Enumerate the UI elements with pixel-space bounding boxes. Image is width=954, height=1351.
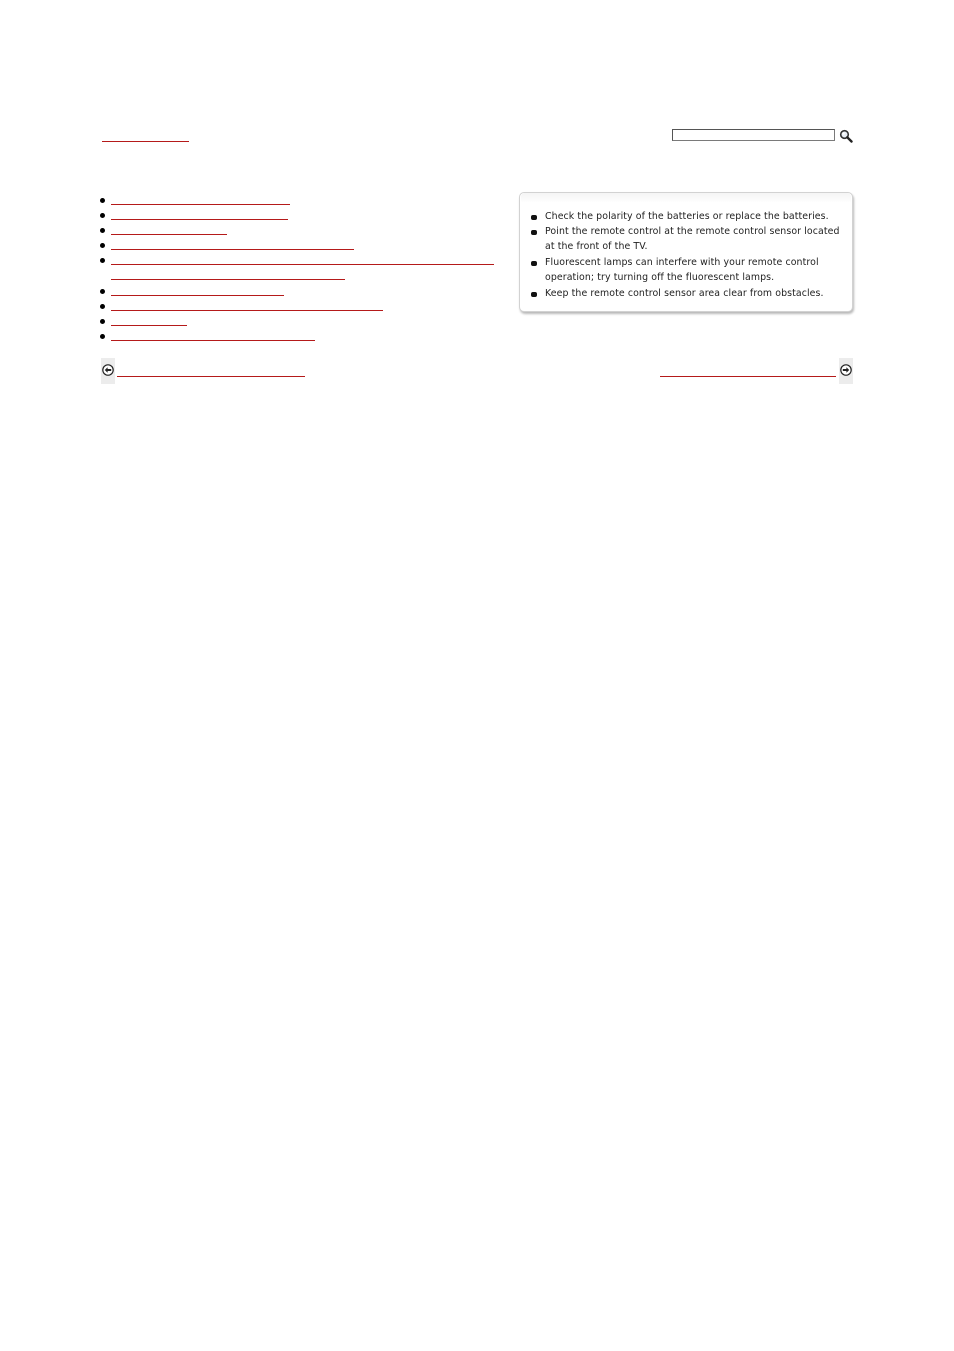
link-underline[interactable]: [111, 204, 290, 205]
tip-text: Point the remote control at the remote control sensor located at the front of the TV.: [545, 226, 840, 252]
link-underline[interactable]: [111, 264, 494, 265]
list-bullet: [100, 319, 105, 324]
link-underline[interactable]: [111, 249, 354, 250]
link-underline[interactable]: [111, 325, 187, 326]
next-page-link[interactable]: [660, 365, 836, 377]
list-bullet: [100, 213, 105, 218]
link-underline[interactable]: [111, 279, 345, 280]
tip-text: Fluorescent lamps can interfere with your remote control operation; try turning off the fluorescent lamps.: [545, 257, 819, 283]
list-bullet: [100, 228, 105, 233]
link-underline[interactable]: [111, 234, 227, 235]
arrow-right-circle-icon: [840, 364, 852, 376]
tip-bullet: [531, 292, 537, 297]
arrow-left-circle-icon: [102, 364, 114, 376]
tips-panel: [519, 192, 853, 312]
link-underline[interactable]: [111, 310, 383, 311]
tip-bullet: [531, 230, 537, 235]
list-bullet: [100, 198, 105, 203]
list-bullet: [100, 289, 105, 294]
tips-panel-header: [521, 193, 851, 203]
tip-bullet: [531, 215, 537, 220]
list-bullet: [100, 304, 105, 309]
link-underline[interactable]: [111, 340, 315, 341]
search-button[interactable]: [839, 128, 853, 142]
top-link[interactable]: [102, 128, 189, 142]
link-underline[interactable]: [111, 295, 284, 296]
magnifier-icon: [839, 129, 853, 143]
tip-text: Check the polarity of the batteries or replace the batteries.: [545, 211, 829, 222]
tip-text: Keep the remote control sensor area clear from obstacles.: [545, 288, 824, 299]
next-page-button[interactable]: [839, 358, 853, 384]
list-bullet: [100, 334, 105, 339]
previous-page-button[interactable]: [101, 358, 115, 384]
search-input[interactable]: [672, 129, 835, 141]
previous-page-link[interactable]: [117, 365, 305, 377]
list-bullet: [100, 258, 105, 263]
link-underline[interactable]: [111, 219, 288, 220]
tip-bullet: [531, 261, 537, 266]
list-bullet: [100, 243, 105, 248]
